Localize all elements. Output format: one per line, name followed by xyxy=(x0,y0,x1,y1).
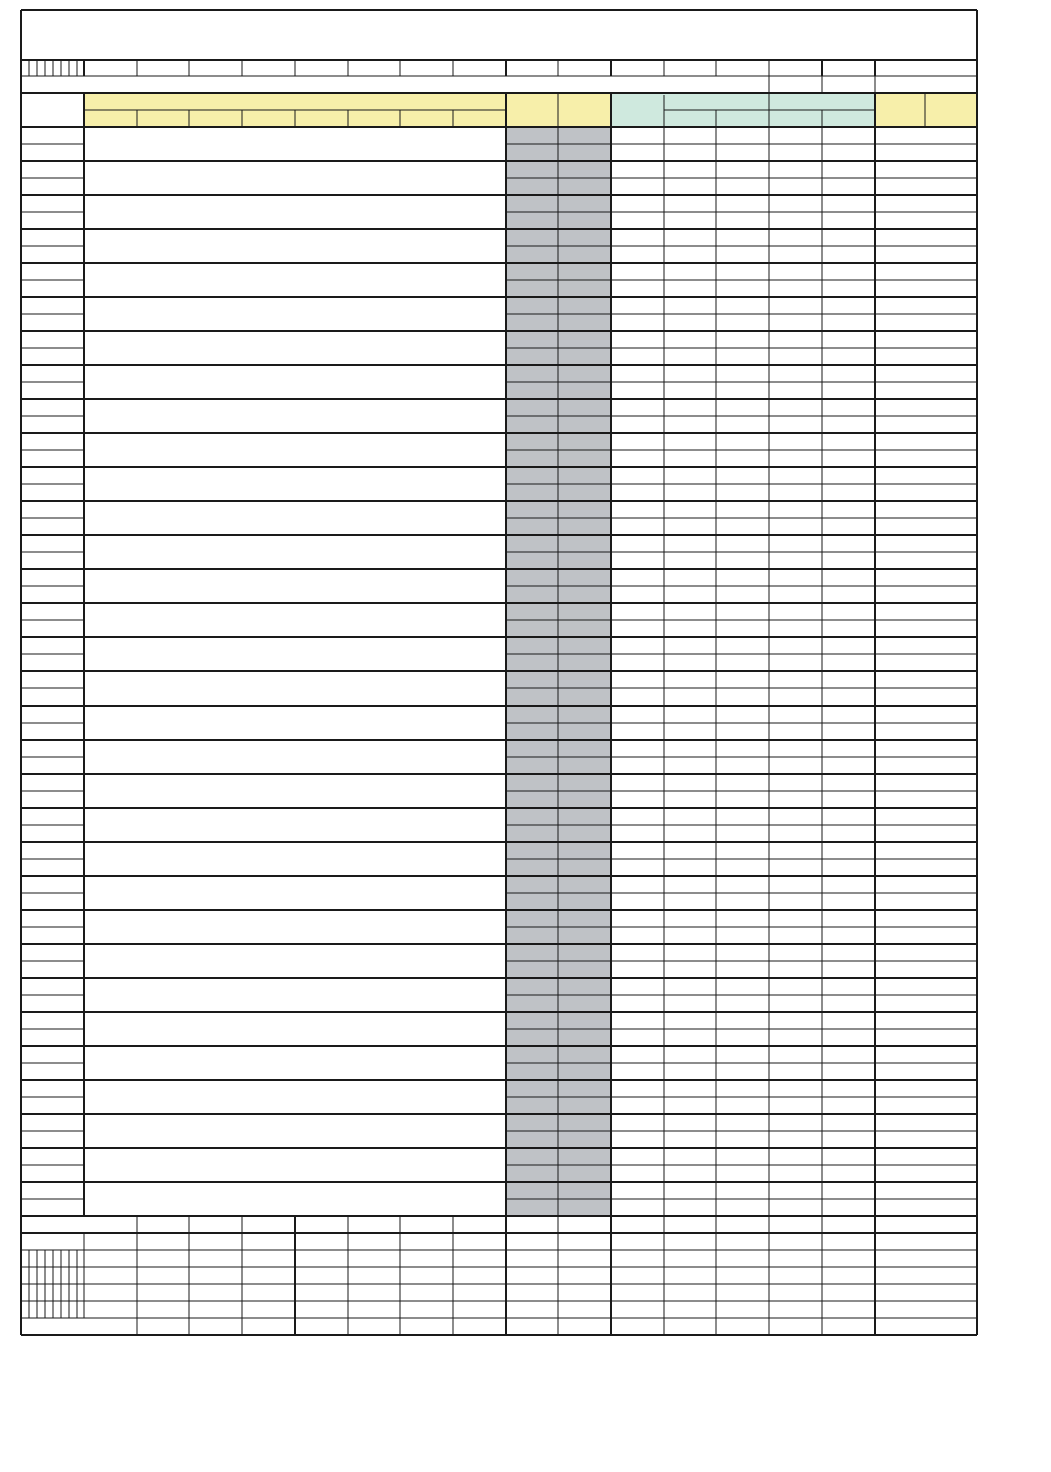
header-cell-yellow xyxy=(348,110,400,127)
header-cell-yellow xyxy=(137,110,189,127)
header-cell-yellow xyxy=(400,110,453,127)
header-cell-yellow xyxy=(295,110,348,127)
header-cell-yellow xyxy=(453,110,506,127)
thick-grid-lines xyxy=(21,10,977,1335)
header-cell-yellow-tall xyxy=(506,93,611,127)
header-cell-yellow xyxy=(242,110,295,127)
header-cell-yellow-right xyxy=(875,93,977,127)
header-band-yellow xyxy=(84,93,506,110)
header-cell-yellow xyxy=(84,110,137,127)
thin-grid-lines xyxy=(21,60,977,1335)
header-cell-yellow xyxy=(189,110,242,127)
header-fills xyxy=(84,93,977,1216)
